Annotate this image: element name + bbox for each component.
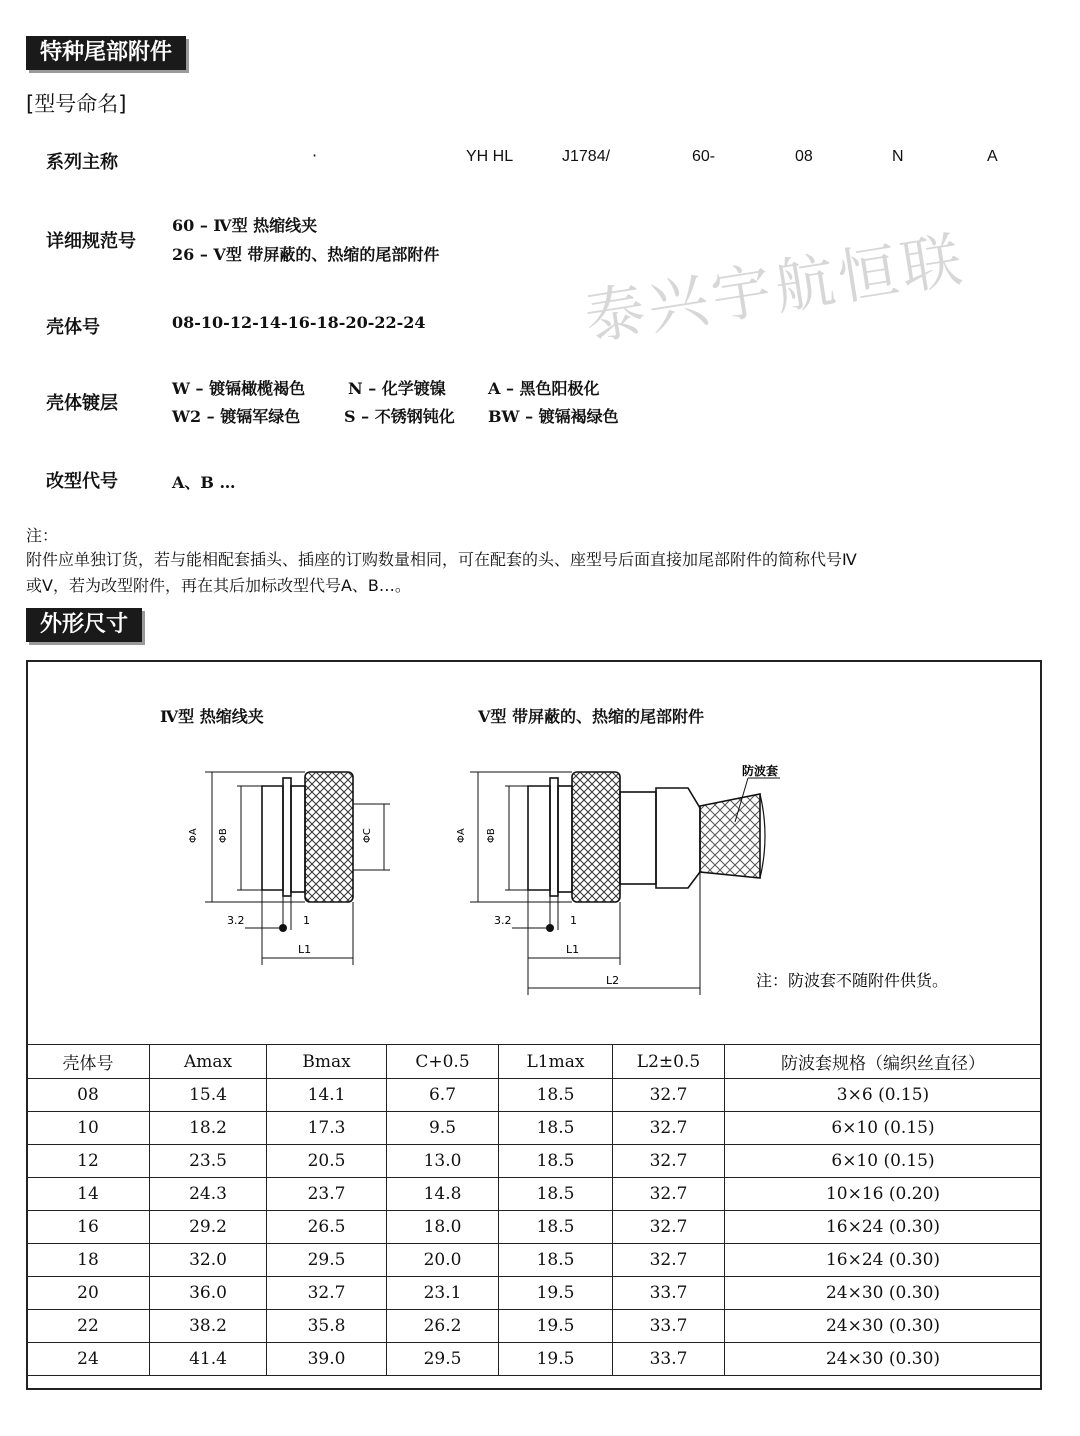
- table-cell: 24×30 (0.30): [725, 1277, 1042, 1310]
- table-cell: 36.0: [150, 1277, 267, 1310]
- table-cell: 19.5: [499, 1343, 613, 1376]
- table-row: [27, 1145, 1042, 1178]
- table-cell: 24.3: [150, 1178, 267, 1211]
- table-cell: 10: [27, 1112, 150, 1145]
- table-row: [27, 1079, 1042, 1112]
- header-l1max: L1max: [499, 1045, 613, 1079]
- table-cell: 18.5: [499, 1211, 613, 1244]
- table-cell: 19.5: [499, 1277, 613, 1310]
- table-cell: 32.7: [613, 1178, 725, 1211]
- header-l2: L2±0.5: [613, 1045, 725, 1079]
- table-cell: 16×24 (0.30): [725, 1211, 1042, 1244]
- type-iv-drawing: [205, 772, 390, 965]
- spec-line: 26 – Ⅴ型 带屏蔽的、热缩的尾部附件: [172, 245, 440, 264]
- table-cell: 6×10 (0.15): [725, 1112, 1042, 1145]
- table-row: [27, 1244, 1042, 1277]
- table-cell: 15.4: [150, 1079, 267, 1112]
- dim-label-c: ΦC: [362, 828, 373, 843]
- table-cell: 6×10 (0.15): [725, 1145, 1042, 1178]
- table-cell: 13.0: [387, 1145, 499, 1178]
- table-cell: 18.5: [499, 1178, 613, 1211]
- table-header-row: [27, 1045, 1042, 1079]
- table-row: [27, 1277, 1042, 1310]
- table-cell: 22: [27, 1310, 150, 1343]
- dim-label-l2: L2: [606, 974, 620, 987]
- dim-label-1: 1: [303, 914, 310, 927]
- plating-item: W – 镀镉橄榄褐色: [172, 379, 306, 398]
- shell-label: 壳体号: [46, 317, 100, 338]
- table-cell: 16: [27, 1211, 150, 1244]
- header-amax: Amax: [150, 1045, 267, 1079]
- table-cell: 26.2: [387, 1310, 499, 1343]
- modify-label: 改型代号: [46, 471, 118, 492]
- table-cell: 24: [27, 1343, 150, 1376]
- dim-label-b: ΦB: [486, 828, 497, 843]
- drawing-note: 注：防波套不随附件供货。: [756, 971, 949, 990]
- plating-item: BW – 镀镉褐绿色: [488, 407, 619, 426]
- dim-label-a: ΦA: [188, 828, 199, 843]
- note-label: 注：: [26, 526, 59, 545]
- type-iv-title: Ⅳ型 热缩线夹: [160, 707, 264, 726]
- plating-item: S – 不锈钢钝化: [344, 407, 455, 426]
- table-cell: 10×16 (0.20): [725, 1178, 1042, 1211]
- shell-sizes: 08-10-12-14-16-18-20-22-24: [172, 313, 426, 332]
- dimension-table: [26, 1044, 1042, 1376]
- series-label: 系列主称: [46, 152, 118, 173]
- table-row: [27, 1211, 1042, 1244]
- naming-title: [型号命名]: [26, 92, 127, 116]
- table-cell: 20.5: [267, 1145, 387, 1178]
- series-code: YH HL: [466, 148, 514, 165]
- table-cell: 18.2: [150, 1112, 267, 1145]
- series-code: A: [987, 148, 998, 165]
- table-cell: 14.1: [267, 1079, 387, 1112]
- table-cell: 6.7: [387, 1079, 499, 1112]
- table-cell: 32.7: [613, 1112, 725, 1145]
- header-braid-spec: 防波套规格（编织丝直径）: [725, 1045, 1042, 1079]
- table-cell: 29.2: [150, 1211, 267, 1244]
- type-v-title: Ⅴ型 带屏蔽的、热缩的尾部附件: [478, 707, 704, 726]
- table-cell: 33.7: [613, 1310, 725, 1343]
- table-cell: 32.7: [267, 1277, 387, 1310]
- table-row: [27, 1343, 1042, 1376]
- table-cell: 20.0: [387, 1244, 499, 1277]
- table-cell: 35.8: [267, 1310, 387, 1343]
- table-cell: 9.5: [387, 1112, 499, 1145]
- table-cell: 18.0: [387, 1211, 499, 1244]
- table-cell: 29.5: [387, 1343, 499, 1376]
- plating-item: A – 黑色阳极化: [488, 379, 600, 398]
- table-row: [27, 1178, 1042, 1211]
- section-header-dimensions: 外形尺寸: [26, 608, 142, 642]
- braid-sleeve-label: 防波套: [742, 764, 779, 778]
- table-cell: 20: [27, 1277, 150, 1310]
- table-cell: 23.1: [387, 1277, 499, 1310]
- table-cell: 39.0: [267, 1343, 387, 1376]
- plating-label: 壳体镀层: [46, 393, 118, 414]
- series-code: J1784/: [562, 148, 611, 165]
- dim-label-3-2: 3.2: [227, 914, 245, 927]
- series-code: 60-: [692, 148, 716, 165]
- table-cell: 14.8: [387, 1178, 499, 1211]
- note-line: 或Ⅴ，若为改型附件，再在其后加标改型代号A、B…。: [26, 576, 411, 595]
- plating-item: N – 化学镀镍: [348, 379, 446, 398]
- table-cell: 26.5: [267, 1211, 387, 1244]
- header-c: C+0.5: [387, 1045, 499, 1079]
- table-cell: 3×6 (0.15): [725, 1079, 1042, 1112]
- table-cell: 32.0: [150, 1244, 267, 1277]
- table-cell: 29.5: [267, 1244, 387, 1277]
- series-code: 08: [795, 148, 813, 165]
- table-cell: 18.5: [499, 1079, 613, 1112]
- table-cell: 32.7: [613, 1244, 725, 1277]
- series-code: N: [892, 148, 904, 165]
- section-header-accessories: 特种尾部附件: [26, 36, 186, 70]
- dim-label-l1: L1: [298, 943, 312, 956]
- dim-label-3-2: 3.2: [494, 914, 512, 927]
- dim-label-l1: L1: [566, 943, 580, 956]
- plating-item: W2 – 镀镉军绿色: [172, 407, 301, 426]
- table-cell: 18: [27, 1244, 150, 1277]
- table-cell: 23.7: [267, 1178, 387, 1211]
- table-cell: 32.7: [613, 1079, 725, 1112]
- table-cell: 17.3: [267, 1112, 387, 1145]
- dim-label-1: 1: [570, 914, 577, 927]
- table-cell: 32.7: [613, 1211, 725, 1244]
- table-cell: 24×30 (0.30): [725, 1310, 1042, 1343]
- modify-codes: A、B …: [172, 473, 236, 492]
- dim-label-b: ΦB: [218, 828, 229, 843]
- note-line: 附件应单独订货，若与能相配套插头、插座的订购数量相同，可在配套的头、座型号后面直接加尾部附件的简称代号Ⅳ: [26, 550, 857, 569]
- table-row: [27, 1112, 1042, 1145]
- table-cell: 08: [27, 1079, 150, 1112]
- table-cell: 18.5: [499, 1145, 613, 1178]
- table-cell: 33.7: [613, 1277, 725, 1310]
- table-cell: 19.5: [499, 1310, 613, 1343]
- watermark: 泰兴宇航恒联: [580, 224, 971, 354]
- table-cell: 18.5: [499, 1244, 613, 1277]
- table-cell: 38.2: [150, 1310, 267, 1343]
- table-cell: 24×30 (0.30): [725, 1343, 1042, 1376]
- table-cell: 32.7: [613, 1145, 725, 1178]
- dim-label-a: ΦA: [456, 828, 467, 843]
- table-cell: 23.5: [150, 1145, 267, 1178]
- table-cell: 18.5: [499, 1112, 613, 1145]
- spec-line: 60 – Ⅳ型 热缩线夹: [172, 216, 318, 235]
- table-cell: 41.4: [150, 1343, 267, 1376]
- spec-label: 详细规范号: [46, 231, 136, 252]
- table-row: [27, 1310, 1042, 1343]
- table-cell: 33.7: [613, 1343, 725, 1376]
- table-cell: 12: [27, 1145, 150, 1178]
- table-cell: 16×24 (0.30): [725, 1244, 1042, 1277]
- dot-separator: ·: [312, 146, 318, 165]
- type-v-drawing: [470, 772, 780, 995]
- table-cell: 14: [27, 1178, 150, 1211]
- header-bmax: Bmax: [267, 1045, 387, 1079]
- header-shell-size: 壳体号: [27, 1045, 150, 1079]
